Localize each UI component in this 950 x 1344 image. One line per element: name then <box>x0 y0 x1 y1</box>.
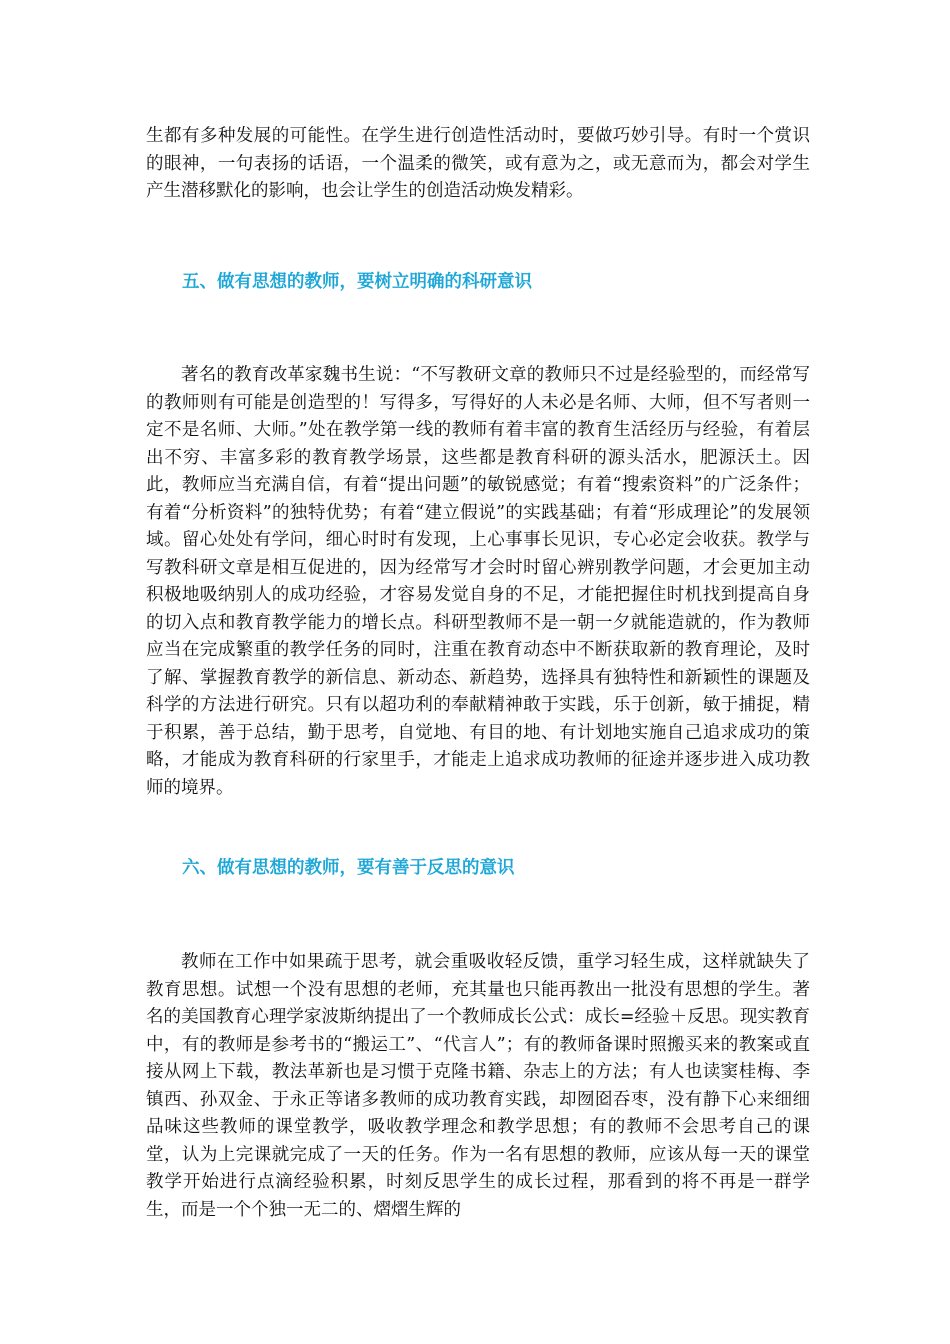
body-paragraph: 著名的教育改革家魏书生说：“不写教研文章的教师只不过是经验型的，而经常写的教师则有可能是创造型的！写得多，写得好的人未必是名师、大师，但不写者则一定不是名师、大师。”处在教学第一线的教师有着丰富的教育生活经历与经验，有着层出不穷、丰富多彩的教育教学场景，这些都是教育科研的源头活水，肥源沃土。因此，教师应当充满自信，有着“提出问题”的敏锐感觉；有着“搜索资料”的广泛条件；有着“分析资料”的独特优势；有着“建立假说”的实践基础；有着“形成理论”的发展领域。留心处处有学问，细心时时有发现，上心事事长见识，专心必定会收获。教学与写教科研文章是相互促进的，因为经常写才会时时留心辨别教学问题，才会更加主动积极地吸纳别人的成功经验，才容易发觉自身的不足，才能把握住时机找到提高自身的切入点和教育教学能力的增长点。科研型教师不是一朝一夕就能造就的，作为教师应当在完成繁重的教学任务的同时，注重在教育动态中不断获取新的教育理论，及时了解、掌握教育教学的新信息、新动态、新趋势，选择具有独特性和新颖性的课题及科学的方法进行研究。只有以超功利的奉献精神敢于实践，乐于创新，敏于捕捉，精于积累，善于总结，勤于思考，自觉地、有目的地、有计划地实施自己追求成功的策略，才能成为教育科研的行家里手，才能走上追求成功教师的征途并逐步进入成功教师的境界。 <box>146 365 810 798</box>
section-heading-6: 六、做有思想的教师，要有善于反思的意识 <box>182 858 515 878</box>
section-heading-5: 五、做有思想的教师，要树立明确的科研意识 <box>182 272 532 292</box>
body-paragraph: 教师在工作中如果疏于思考，就会重吸收轻反馈，重学习轻生成，这样就缺失了教育思想。试想一个没有思想的老师，充其量也只能再教出一批没有思想的学生。著名的美国教育心理学家波斯纳提出了一个教师成长公式：成长=经验＋反思。现实教育中，有的教师是参考书的“搬运工”、“代言人”；有的教师备课时照搬买来的教案或直接从网上下载，教法革新也是习惯于克隆书籍、杂志上的方法；有人也读窦桂梅、李镇西、孙双金、于永正等诸多教师的成功教育实践，却囫囵吞枣，没有静下心来细细品味这些教师的课堂教学，吸收教学理念和教学思想；有的教师不会思考自己的课堂，认为上完课就完成了一天的任务。作为一名有思想的教师，应该从每一天的课堂教学开始进行点滴经验积累，时刻反思学生的成长过程，那看到的将不再是一群学生，而是一个个独一无二的、熠熠生辉的 <box>146 952 810 1220</box>
body-paragraph: 生都有多种发展的可能性。在学生进行创造性活动时，要做巧妙引导。有时一个赏识的眼神，一句表扬的话语，一个温柔的微笑，或有意为之，或无意而为，都会对学生产生潜移默化的影响，也会让学生的创造活动焕发精彩。 <box>146 126 810 201</box>
